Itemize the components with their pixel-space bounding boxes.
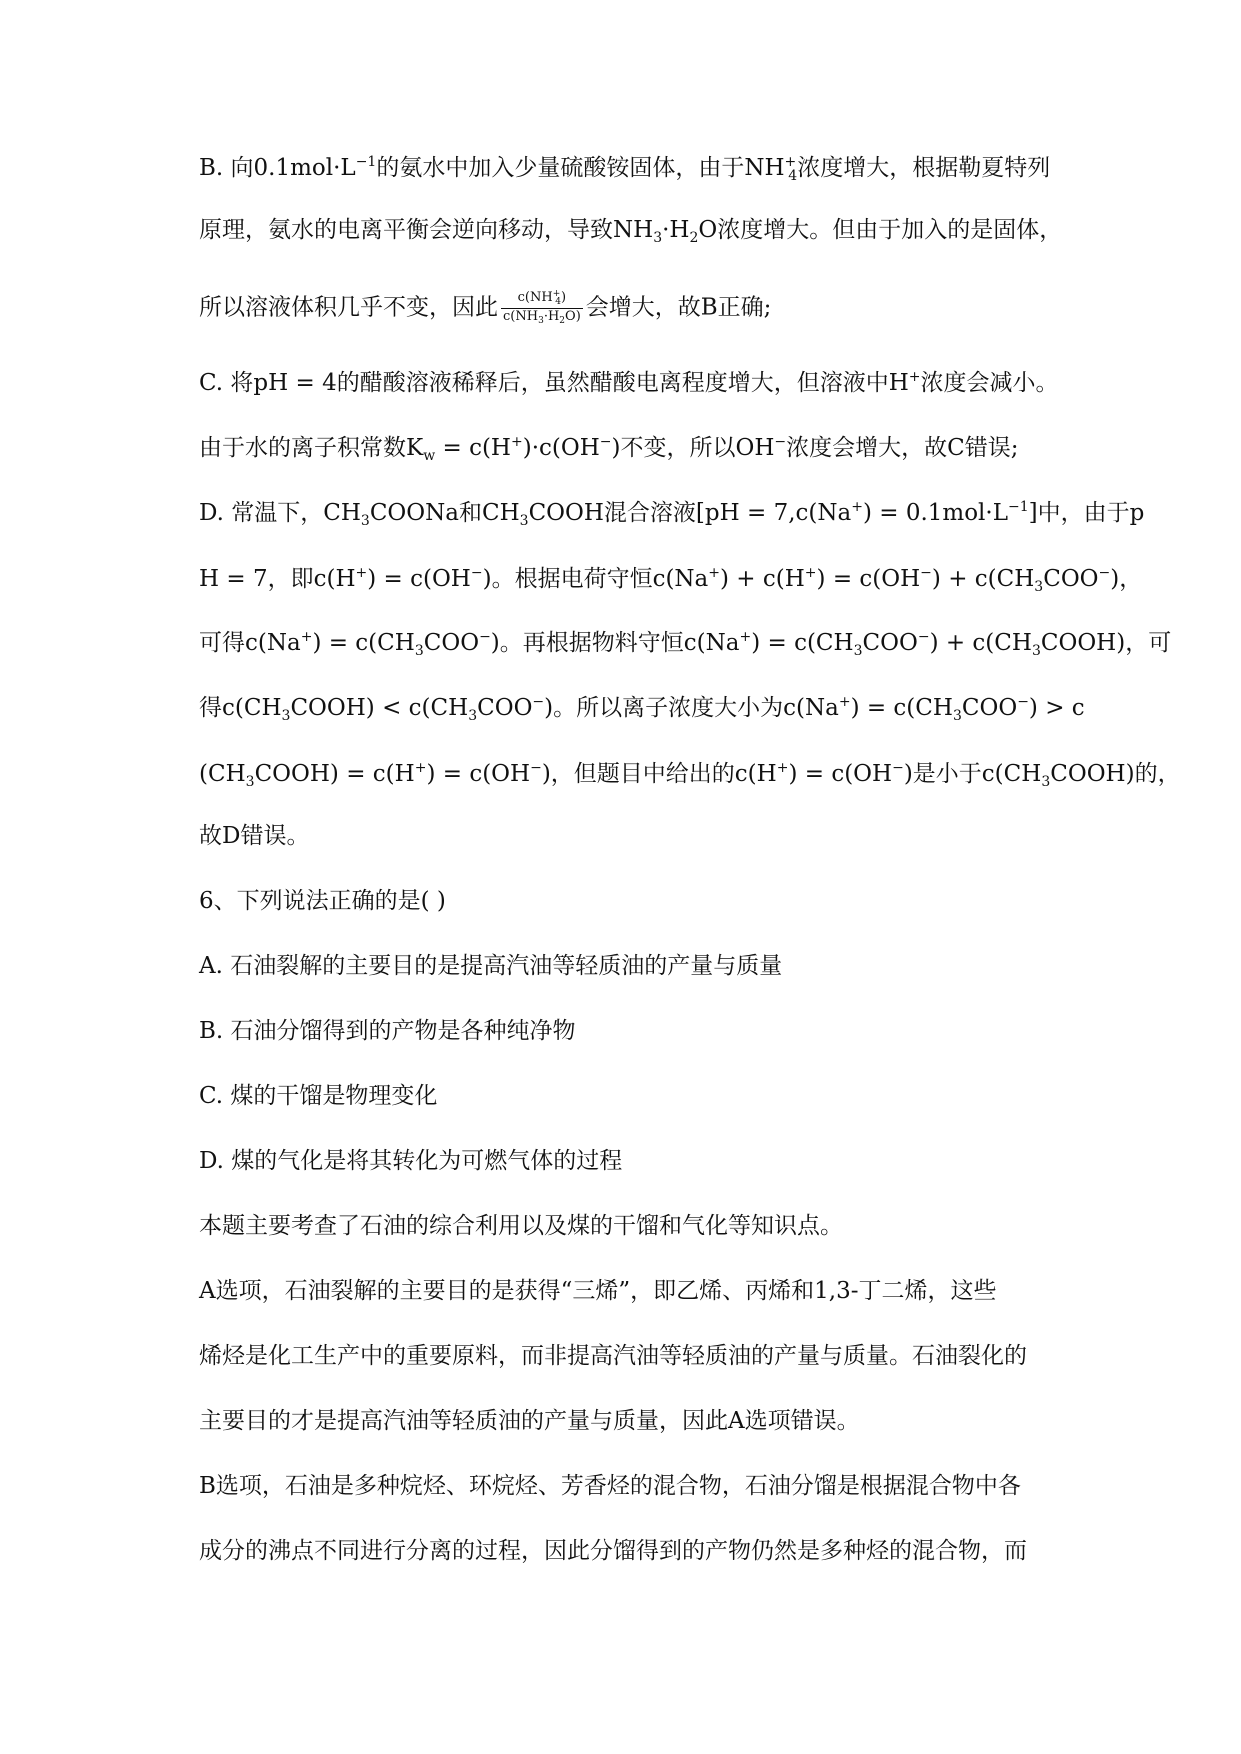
text-line-11: 故D错误。 bbox=[199, 823, 310, 849]
text-line-7: H = 7，即c(H+) = c(OH−)。根据电荷守恒$c(Na^+) + c(H^+) = c(OH^-) + c(CH_3COO^-)$， bbox=[199, 565, 1143, 595]
analysis-line-4: 主要目的才是提高汽油等轻质油的产量与质量，因此A选项错误。 bbox=[199, 1408, 860, 1434]
text-line-1: B. 向$0.1mol\cdot L^{-1}$的氨水中加入少量硫酸铵固体，由于$NH^+_4$浓度增大，根据勒夏特列 bbox=[199, 154, 1051, 184]
text-line-8: 可得$c(Na^+) = c(CH_3COO^-)$。再根据物料守恒$c(Na^+) = c(CH_3COO^-)$ + $c(CH_3COOH)$，可 bbox=[199, 629, 1172, 659]
analysis-line-2: A选项，石油裂解的主要目的是获得“三烯”，即乙烯、丙烯和1,3-丁二烯，这些 bbox=[199, 1278, 997, 1304]
text-line-2: 原理，氨水的电离平衡会逆向移动，导致$NH_3\cdot H_2O$浓度增大。但由于加入的是固体， bbox=[199, 217, 1063, 246]
concentration-ratio-fraction: $\frac{c(NH^+_4)}{c(NH_3\cdot H_2O)}$ bbox=[503, 289, 581, 326]
text-line-9: 得$c(CH_3COOH) < c(CH_3COO^-)$。所以离子浓度大小为$c(Na^+) = c(CH_3COO^-) > c$ bbox=[199, 694, 1085, 724]
analysis-line-6: 成分的沸点不同进行分离的过程，因此分馏得到的产物仍然是多种烃的混合物，而 bbox=[199, 1538, 1027, 1564]
question-6-option-a: A. 石油裂解的主要目的是提高汽油等轻质油的产量与质量 bbox=[199, 953, 783, 979]
text-line-3: 所以溶液体积几乎不变，因此 $\frac{c(NH^+_4)}{c(NH_3\cdot H_2O)}$ 会增大，故B正确; bbox=[199, 289, 772, 326]
analysis-line-3: 烯烃是化工生产中的重要原料，而非提高汽油等轻质油的产量与质量。石油裂化的 bbox=[199, 1343, 1027, 1369]
question-6-option-b: B. 石油分馏得到的产物是各种纯净物 bbox=[199, 1018, 576, 1044]
text-line-6: D. 常温下，$CH_3COONa$和$CH_3COOH$混合溶液$[pH = 7,c(Na^+) = 0.1mol\cdot L^{-1}]$中，由于p bbox=[199, 499, 1145, 529]
text-line-4: C. 将pH = 4的醋酸溶液稀释后，虽然醋酸电离程度增大，但溶液中H+浓度会减小。 bbox=[199, 369, 1059, 396]
question-6-option-c: C. 煤的干馏是物理变化 bbox=[199, 1083, 438, 1109]
text-line-5: 由于水的离子积常数$K_w = c(H^+)\cdot c(OH^-)$不变，所以OH−浓度会增大，故C错误; bbox=[199, 434, 1019, 464]
question-6-stem: 6、下列说法正确的是( ) bbox=[199, 888, 446, 914]
analysis-line-1: 本题主要考查了石油的综合利用以及煤的干馏和气化等知识点。 bbox=[199, 1213, 843, 1239]
question-6-option-d: D. 煤的气化是将其转化为可燃气体的过程 bbox=[199, 1148, 623, 1174]
text-line-10: $(CH_3COOH) = c(H^+) = c(OH^-)$，但题目中给出的c(H+) = c(OH−)是小于$c(CH_3COOH)$的， bbox=[199, 760, 1181, 790]
analysis-line-5: B选项，石油是多种烷烃、环烷烃、芳香烃的混合物，石油分馏是根据混合物中各 bbox=[199, 1473, 1021, 1499]
